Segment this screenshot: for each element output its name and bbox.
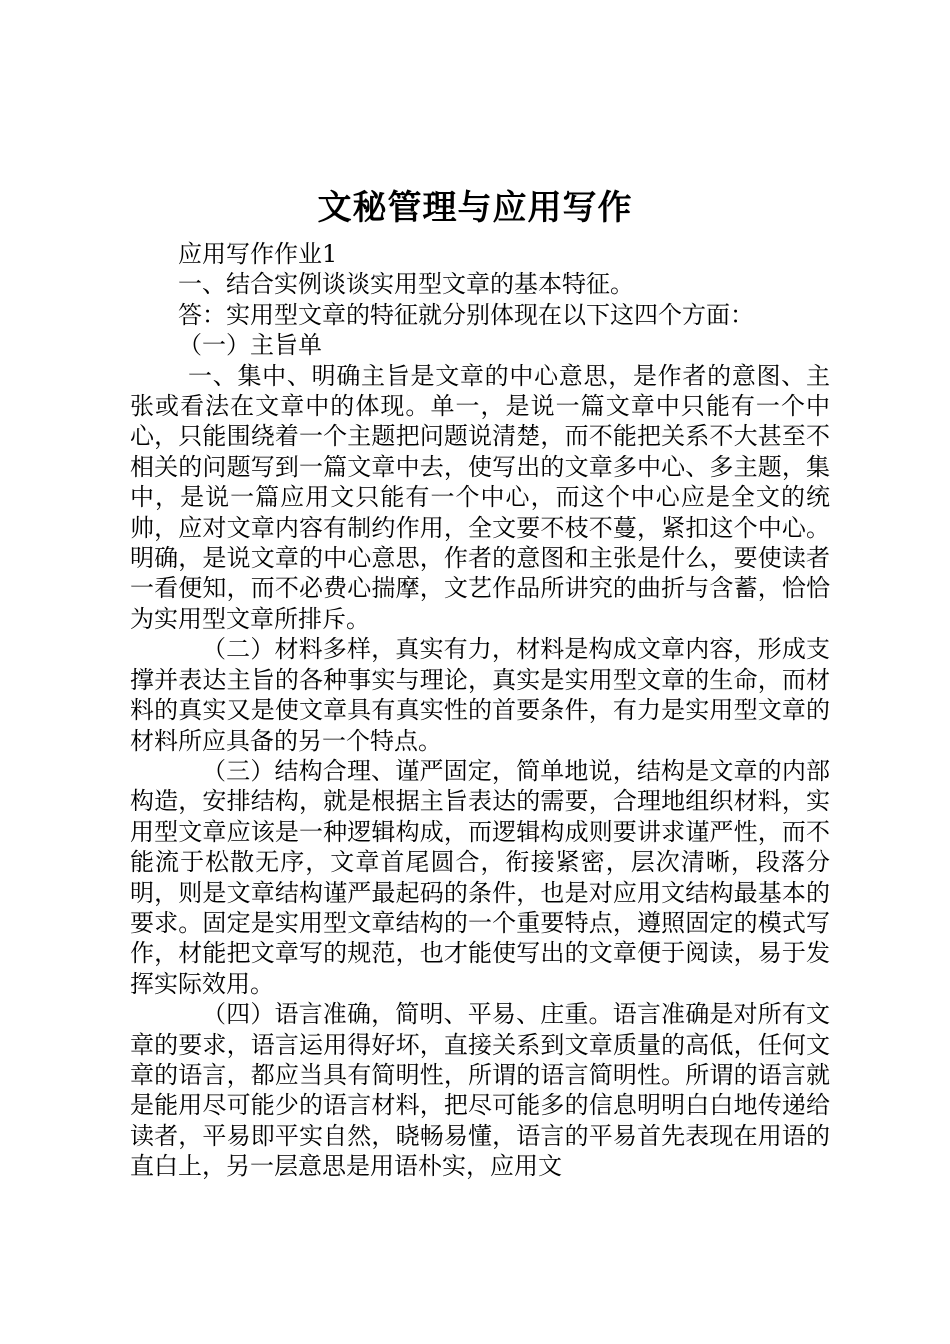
paragraph-answer-intro: 答：实用型文章的特征就分别体现在以下这四个方面：	[178, 300, 754, 329]
document-body	[130, 239, 830, 1182]
paragraph-section-2: （二）材料多样，真实有力，材料是构成文章内容，形成支撑并表达主旨的各种事实与理论，真实是实用型文章的生命，而材料的真实又是使文章具有真实性的首要条件，有力是实用型文章的材料所应具备的另一个特点。	[130, 635, 830, 755]
paragraph-question: 一、结合实例谈谈实用型文章的基本特征。	[178, 270, 634, 299]
paragraph-section-1-body: 一、集中、明确主旨是文章的中心意思，是作者的意图、主张或看法在文章中的体现。单一，是说一篇文章中只能有一个中心，只能围绕着一个主题把问题说清楚，而不能把关系不大甚至不相关的问题写到一篇文章中去，使写出的文章多中心、多主题，集中，是说一篇应用文只能有一个中心，而这个中心应是全文的统帅，应对文章内容有制约作用，全文要不枝不蔓，紧扣这个中心。明确，是说文章的中心意思，作者的意图和主张是什么，要使读者一看便知，而不必费心揣摩，文艺作品所讲究的曲折与含蓄，恰恰为实用型文章所排斥。	[130, 361, 830, 633]
document-title: 文秘管理与应用写作	[317, 188, 633, 228]
paragraph-section-4: （四）语言准确，简明、平易、庄重。语言准确是对所有文章的要求，语言运用得好坏，直接关系到文章质量的高低，任何文章的语言，都应当具有简明性，所谓的语言简明性。所谓的语言就是能用尽可能少的语言材料，把尽可能多的信息明明白白地传递给读者，平易即平实自然，晓畅易懂，语言的平易首先表现在用语的直白上，另一层意思是用语朴实，应用文	[130, 1000, 830, 1181]
paragraph-assignment-heading: 应用写作作业1	[178, 240, 338, 268]
paragraph-section-1-heading: （一）主旨单	[178, 331, 322, 360]
paragraph-section-3: （三）结构合理、谨严固定，简单地说，结构是文章的内部构造，安排结构，就是根据主旨表达的需要，合理地组织材料，实用型文章应该是一种逻辑构成，而逻辑构成则要讲求谨严性，而不能流于松散无序，文章首尾圆合，衔接紧密，层次清晰，段落分明，则是文章结构谨严最起码的条件，也是对应用文结构最基本的要求。固定是实用型文章结构的一个重要特点，遵照固定的模式写作，材能把文章写的规范，也才能使写出的文章便于阅读，易于发挥实际效用。	[130, 756, 830, 998]
